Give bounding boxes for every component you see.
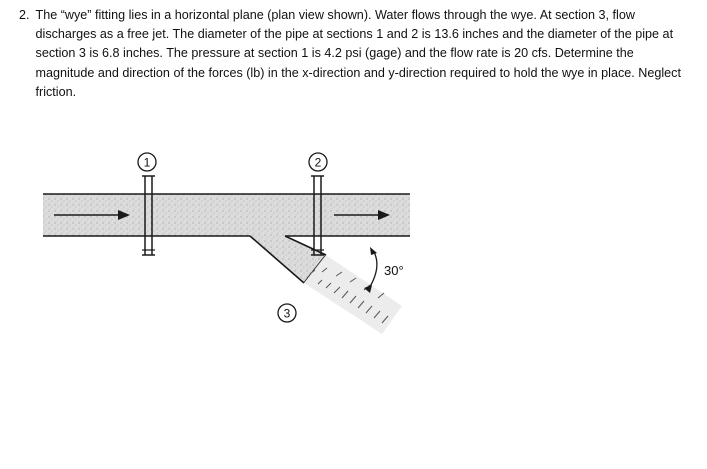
problem-text: The “wye” fitting lies in a horizontal plane (plan view shown). Water flows through the wye. At section 3, flow discharges as a free jet. The diameter of the pipe at sections 1 and 2 is 13.6 inches and the diameter of the pipe at section 3 is 6.8 inches. The pressure at section 1 is 4.2 psi (gage) and the flow rate is 20 cfs. Determine the magnitude and direction of the forces (lb) in the x-direction and y-direction required to hold the wye in place. Neglect friction. <box>35 8 681 99</box>
section-3-label <box>278 304 296 322</box>
angle-label: 30° <box>384 263 404 278</box>
svg-text:1: 1 <box>143 155 151 170</box>
section-1-label <box>138 153 156 171</box>
svg-text:3: 3 <box>283 306 291 321</box>
svg-text:2: 2 <box>314 155 322 170</box>
problem-number: 2. <box>19 8 30 22</box>
section-2-label <box>309 153 327 171</box>
